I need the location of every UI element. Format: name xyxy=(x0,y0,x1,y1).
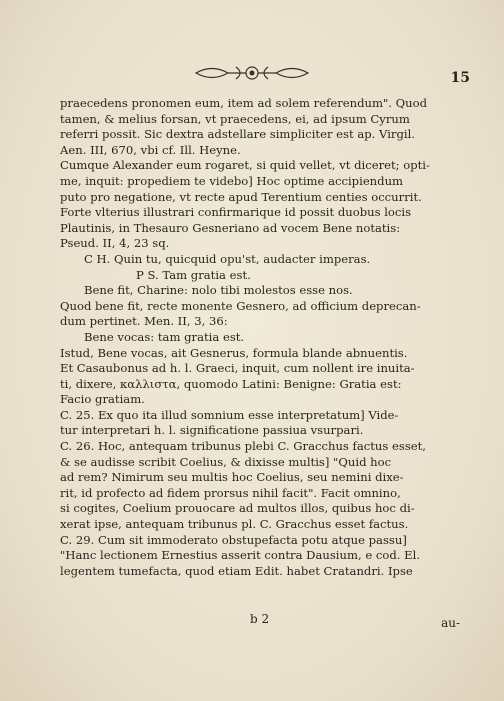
text-line: C. 25. Ex quo ita illud somnium esse interpretatum] Vide- xyxy=(60,407,399,422)
text-line: tamen, & melius forsan, vt praecedens, ei, ad ipsum Cyrum xyxy=(60,111,410,126)
text-line: dum pertinet. Men. II, 3, 36: xyxy=(60,314,228,329)
text-line: tur interpretari h. l. significatione passiua vsurpari. xyxy=(60,423,364,438)
quote-line: C H. Quin tu, quicquid opu'st, audacter imperas. xyxy=(84,251,371,266)
quote-line: P S. Tam gratia est. xyxy=(136,267,251,282)
text-line: referri possit. Sic dextra adstellare simpliciter est ap. Virgil. xyxy=(60,127,415,142)
text-line: puto pro negatione, vt recte apud Terentium centies occurrit. xyxy=(60,189,422,204)
text-line: praecedens pronomen eum, item ad solem referendum". Quod xyxy=(60,96,428,110)
text-line: ad rem? Nimirum seu multis hoc Coelius, seu nemini dixe- xyxy=(60,470,404,485)
text-line: Istud, Bene vocas, ait Gesnerus, formula blande abnuentis. xyxy=(60,345,408,360)
text-line: Et Casaubonus ad h. l. Graeci, inquit, cum nollent ire inuita- xyxy=(60,361,415,376)
text-line: Plautinis, in Thesauro Gesneriano ad vocem Bene notatis: xyxy=(60,220,401,235)
text-line: "Hanc lectionem Ernestius asserit contra Dausium, e cod. El. xyxy=(60,548,421,563)
quote-line: Bene vocas: tam gratia est. xyxy=(84,329,245,344)
ornament-headpiece-icon xyxy=(192,62,312,84)
text-line: & se audisse scribit Coelius, & dixisse multis] "Quid hoc xyxy=(60,454,392,469)
text-line: C. 26. Hoc, antequam tribunus plebi C. Gracchus factus esset, xyxy=(60,439,426,454)
text-line: xerat ipse, antequam tribunus pl. C. Gracchus esset factus. xyxy=(60,517,409,532)
text-line: ti, dixere, καλλιστα, quomodo Latini: Benigne: Gratia est: xyxy=(60,376,402,391)
text-line: Facio gratiam. xyxy=(60,392,145,407)
text-line: C. 29. Cum sit immoderato obstupefacta potu atque passu] xyxy=(60,532,407,547)
catchword: au- xyxy=(441,616,460,630)
text-line: Aen. III, 670, vbi cf. Ill. Heyne. xyxy=(60,142,241,157)
text-line: rit, id profecto ad fidem prorsus nihil facit". Facit omnino, xyxy=(60,485,401,500)
text-line: legentem tumefacta, quod etiam Edit. habet Cratandri. Ipse xyxy=(60,563,413,578)
text-line: me, inquit: propediem te videbo] Hoc optime accipiendum xyxy=(60,173,404,188)
page-footer xyxy=(60,612,460,632)
text-line: Forte vlterius illustrari confirmarique id possit duobus locis xyxy=(60,205,412,220)
text-line: Quod bene fit, recte monente Gesnero, ad officium deprecan- xyxy=(60,298,421,313)
text-line: Cumque Alexander eum rogaret, si quid vellet, vt diceret; opti- xyxy=(60,158,430,173)
text-line: si cogites, Coelium prouocare ad multos illos, quibus hoc di- xyxy=(60,501,415,516)
quote-line: Bene fit, Charine: nolo tibi molestos esse nos. xyxy=(84,283,353,298)
page-number: 15 xyxy=(450,70,470,86)
text-line: Pseud. II, 4, 23 sq. xyxy=(60,236,170,251)
body-text xyxy=(60,96,458,579)
signature-mark: b 2 xyxy=(250,612,270,626)
